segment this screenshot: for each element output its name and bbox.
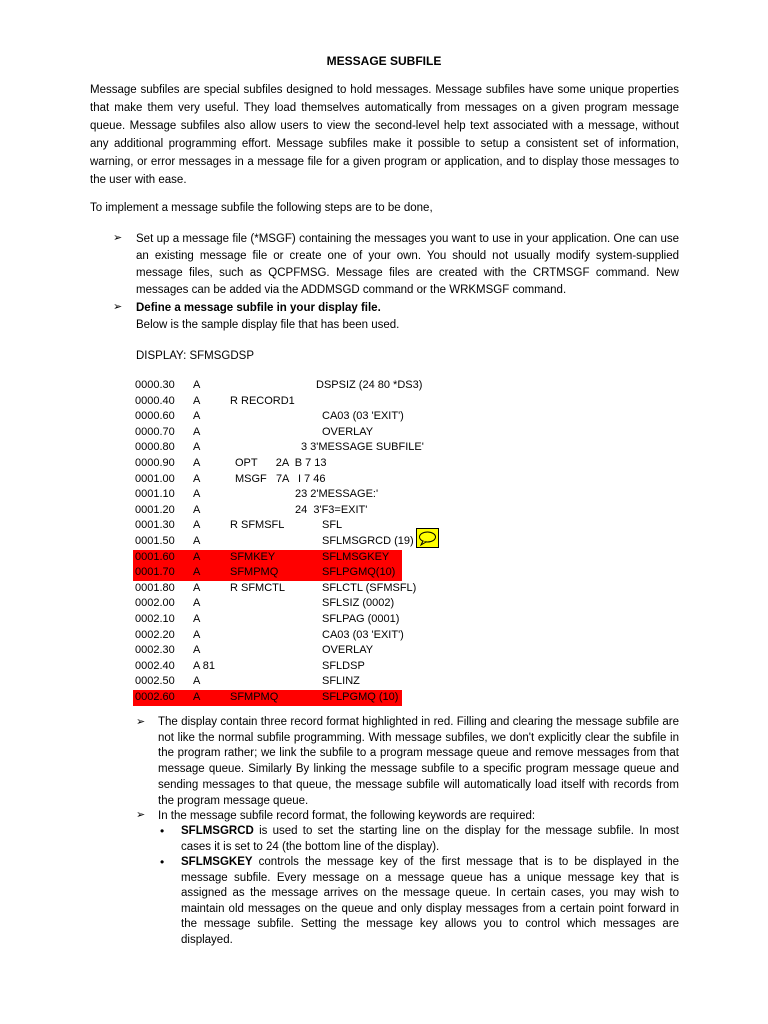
code-a: A: [193, 581, 201, 594]
code-kw: SFLPGMQ (10): [322, 691, 399, 703]
display-file-label: DISPLAY: SFMSGDSP: [136, 350, 255, 362]
code-kw: SFLMSGKEY: [322, 550, 390, 563]
arrow-bullet-icon: ➢: [113, 232, 123, 244]
code-line: [133, 487, 402, 503]
code-a: A: [193, 628, 201, 641]
code-seq: 0001.70: [135, 566, 175, 579]
code-line: [133, 378, 423, 394]
code-seq: 0001.10: [135, 488, 175, 501]
code-a: A: [193, 519, 201, 532]
kw1-name: SFLMSGRCD: [181, 825, 254, 837]
code-seq: 0000.70: [135, 425, 175, 438]
code-line: [133, 674, 402, 690]
code-kw: 3 3'MESSAGE SUBFILE': [301, 441, 424, 454]
code-line: [133, 534, 414, 550]
code-line: [133, 581, 417, 597]
code-seq: 0002.50: [135, 675, 175, 688]
code-name: OPT 2A B 7 13: [235, 457, 327, 469]
code-kw: SFLCTL (SFMSFL): [322, 581, 417, 594]
code-kw: CA03 (03 'EXIT'): [322, 410, 404, 423]
note1-text: The display contain three record format highlighted in red. Filling and clearing the message subfile are not like the normal subfile programming. With message subfiles, we don't explicitly clear the subfile in the program rather; we link the subfile to a program message queue and remove messages from that message queue. Similarly By linking the message subfile to a specific program message queue and sending messages to that queue, the message subfile will automatically load itself with records from the program message queue.: [158, 716, 679, 807]
code-name: R SFMSFL: [230, 519, 285, 532]
code-line: [133, 518, 402, 534]
code-line: [133, 643, 402, 659]
code-seq: 0001.60: [135, 550, 175, 563]
kw2-description: [181, 855, 679, 948]
code-seq: 0000.80: [135, 441, 175, 454]
code-name: SFMKEY: [230, 550, 276, 563]
code-line-highlighted: [133, 565, 402, 581]
step1-text: Set up a message file (*MSGF) containing the messages you want to use in your application. One can use an existing message file or create one of your own. You should not usually modify system-supplied message files, such as QCPFMSG. Message files are created with the CRTMSGF command. New messages can be added via the ADDMSGD command or the WRKMSGF command.: [136, 233, 679, 296]
code-line: [133, 503, 402, 519]
code-seq: 0001.50: [135, 535, 175, 547]
code-seq: 0001.30: [135, 519, 175, 532]
code-a: A: [193, 597, 201, 610]
code-a: A: [193, 457, 201, 469]
comment-icon[interactable]: [416, 528, 439, 548]
code-line-highlighted: [133, 550, 402, 566]
arrow-bullet-icon: ➢: [113, 301, 123, 313]
code-kw: SFLSIZ (0002): [322, 597, 395, 610]
code-seq: 0000.40: [135, 394, 175, 407]
code-seq: 0002.10: [135, 613, 175, 625]
code-a: A: [193, 503, 201, 516]
code-kw: SFLPAG (0001): [322, 613, 400, 625]
code-kw: OVERLAY: [322, 425, 374, 438]
code-line: [133, 612, 402, 628]
code-seq: 0002.00: [135, 597, 175, 610]
code-seq: 0002.20: [135, 628, 175, 641]
code-a: A: [193, 472, 201, 485]
code-a: A: [193, 550, 201, 563]
code-kw: DSPSIZ (24 80 *DS3): [316, 379, 423, 391]
code-name: SFMPMQ: [230, 691, 279, 703]
code-line: [133, 456, 402, 472]
code-seq: 0000.90: [135, 457, 175, 469]
code-seq: 0002.30: [135, 644, 175, 657]
bullet-dot-icon: •: [160, 824, 165, 838]
code-seq: 0001.80: [135, 581, 175, 594]
code-seq: 0001.20: [135, 503, 175, 516]
code-a: A: [193, 488, 201, 501]
code-seq: 0000.60: [135, 410, 175, 423]
code-line: [133, 394, 402, 410]
intro-paragraph: Message subfiles are special subfiles designed to hold messages. Message subfiles have some unique properties that make them very useful. They load themselves automatically from messages on a given program message queue. Message subfiles also allow users to view the second-level help text associated with a message, without any additional programming effort. Message subfiles make it possible to setup a consistent set of information, warning, or error messages in a message file for a given program or application, and to display those messages to the user with ease.: [90, 84, 679, 186]
step2-title: Define a message subfile in your display file.: [136, 302, 381, 314]
code-kw: SFL: [322, 519, 343, 532]
code-name: MSGF 7A I 7 46: [235, 472, 326, 485]
code-line: [133, 472, 402, 488]
bullet-dot-icon: •: [160, 855, 165, 869]
code-line: [133, 440, 424, 456]
code-a: A: [193, 394, 201, 407]
code-kw: 23 2'MESSAGE:': [295, 488, 379, 501]
code-a: A: [193, 535, 201, 547]
kw2-text: controls the message key of the first message that is to be displayed in the message subfile. Every message on a message queue has a unique message key that is assigned as the message arrives on the message queue. In certain cases, you may wish to maintain old messages on the queue and only display messages from a certain point forward in the message subfile. Setting the message key allows you to control which messages are displayed.: [181, 856, 679, 946]
code-line-highlighted: [133, 690, 402, 706]
code-line: [133, 409, 402, 425]
code-a: A: [193, 675, 201, 688]
code-line: [133, 425, 402, 441]
code-a: A: [193, 566, 201, 579]
code-kw: 24 3'F3=EXIT': [295, 503, 368, 516]
code-name: R RECORD1: [230, 394, 295, 407]
kw1-text: is used to set the starting line on the display for the message subfile. In most cases it is set to 24 (the bottom line of the display).: [181, 825, 679, 853]
code-seq: 0002.60: [135, 691, 175, 703]
code-a: A: [193, 691, 201, 703]
code-a: A: [193, 441, 201, 454]
code-kw: CA03 (03 'EXIT'): [322, 628, 404, 641]
code-a: A: [193, 425, 201, 438]
code-line: [133, 596, 402, 612]
code-kw: OVERLAY: [322, 644, 374, 657]
code-kw: SFLPGMQ(10): [322, 566, 396, 579]
code-seq: 0000.30: [135, 379, 175, 391]
kw2-name: SFLMSGKEY: [181, 856, 253, 868]
code-kw: SFLDSP: [322, 659, 365, 672]
page-title: MESSAGE SUBFILE: [326, 54, 442, 68]
code-seq: 0001.00: [135, 472, 175, 485]
note2-text: In the message subfile record format, the following keywords are required:: [158, 810, 536, 822]
code-seq: 0002.40: [135, 659, 175, 672]
step2-subtitle: Below is the sample display file that has been used.: [136, 319, 400, 331]
code-kw: SFLMSGRCD (19): [322, 535, 414, 547]
kw1-description: [181, 824, 679, 855]
code-a: A: [193, 410, 201, 423]
code-line: [133, 628, 402, 644]
steps-intro: To implement a message subfile the following steps are to be done,: [90, 202, 433, 214]
arrow-bullet-icon: ➢: [136, 809, 146, 821]
code-a: A: [193, 613, 201, 625]
code-line: [133, 659, 402, 675]
code-kw: SFLINZ: [322, 675, 360, 688]
code-a: A: [193, 379, 201, 391]
code-name: SFMPMQ: [230, 566, 279, 579]
code-a: A: [193, 644, 201, 657]
code-a: A 81: [193, 659, 216, 672]
arrow-bullet-icon: ➢: [136, 716, 146, 728]
code-name: R SFMCTL: [230, 581, 285, 594]
